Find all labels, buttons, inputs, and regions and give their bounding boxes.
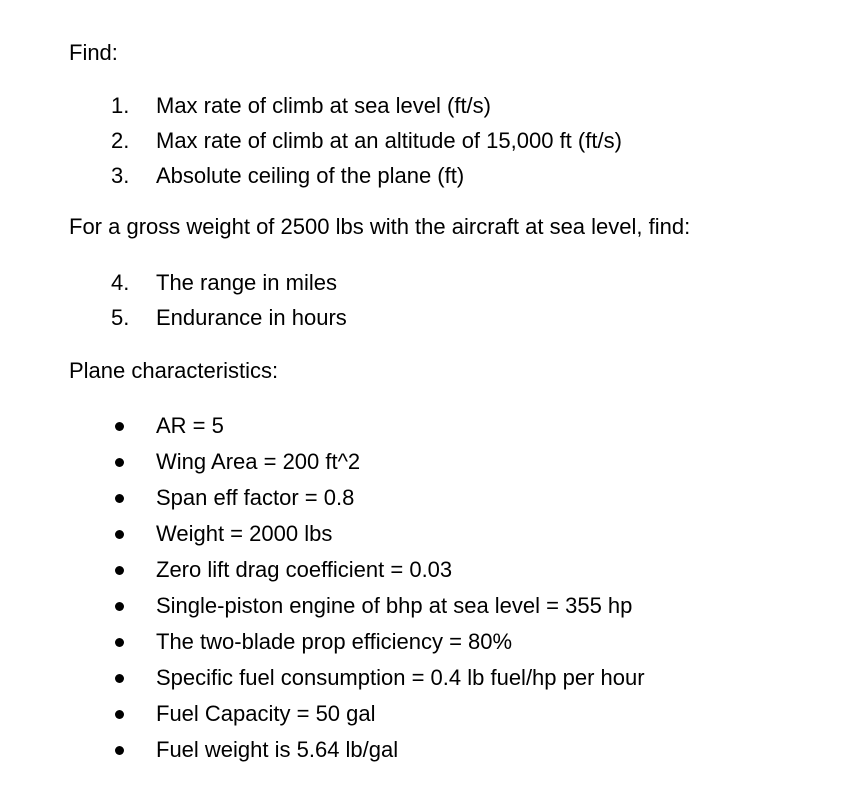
- bullet-icon: [115, 746, 124, 755]
- bullet-icon: [115, 638, 124, 647]
- list-item: [0, 519, 800, 549]
- list-item: [0, 126, 800, 156]
- item-text: Span eff factor = 0.8: [156, 485, 355, 510]
- bullet-icon: [115, 674, 124, 683]
- list-item: [0, 555, 800, 585]
- item-number: 5.: [111, 305, 130, 330]
- item-number: 2.: [111, 128, 130, 153]
- item-text: Max rate of climb at an altitude of 15,000 ft (ft/s): [156, 128, 622, 153]
- item-text: Single-piston engine of bhp at sea level = 355 hp: [156, 593, 633, 618]
- list-item: [0, 735, 800, 765]
- bullet-icon: [115, 566, 124, 575]
- item-text: AR = 5: [156, 413, 224, 438]
- bullet-icon: [115, 494, 124, 503]
- item-number: 1.: [111, 93, 130, 118]
- list-item: [0, 411, 800, 441]
- bullet-icon: [115, 602, 124, 611]
- list-item: [0, 447, 800, 477]
- item-number: 4.: [111, 270, 130, 295]
- item-text: Zero lift drag coefficient = 0.03: [156, 557, 453, 582]
- list-item: [0, 91, 800, 121]
- bullet-icon: [115, 710, 124, 719]
- list-item: [0, 268, 800, 298]
- gross-weight-heading: For a gross weight of 2500 lbs with the aircraft at sea level, find:: [69, 214, 691, 239]
- bullet-icon: [115, 530, 124, 539]
- item-text: Wing Area = 200 ft^2: [156, 449, 361, 474]
- item-text: Weight = 2000 lbs: [156, 521, 333, 546]
- plane-characteristics-heading: Plane characteristics:: [69, 358, 279, 383]
- item-text: Endurance in hours: [156, 305, 347, 330]
- item-text: Specific fuel consumption = 0.4 lb fuel/hp per hour: [156, 665, 645, 690]
- item-text: Fuel weight is 5.64 lb/gal: [156, 737, 399, 762]
- list-item: [0, 627, 800, 657]
- list-item: [0, 161, 800, 191]
- item-text: Max rate of climb at sea level (ft/s): [156, 93, 491, 118]
- find-heading: Find:: [69, 40, 118, 65]
- bullet-icon: [115, 422, 124, 431]
- list-item: [0, 483, 800, 513]
- list-item: [0, 699, 800, 729]
- item-text: The two-blade prop efficiency = 80%: [156, 629, 513, 654]
- list-item: [0, 591, 800, 621]
- list-item: [0, 663, 800, 693]
- list-item: [0, 303, 800, 333]
- item-text: Fuel Capacity = 50 gal: [156, 701, 376, 726]
- bullet-icon: [115, 458, 124, 467]
- item-text: The range in miles: [156, 270, 337, 295]
- item-number: 3.: [111, 163, 130, 188]
- item-text: Absolute ceiling of the plane (ft): [156, 163, 465, 188]
